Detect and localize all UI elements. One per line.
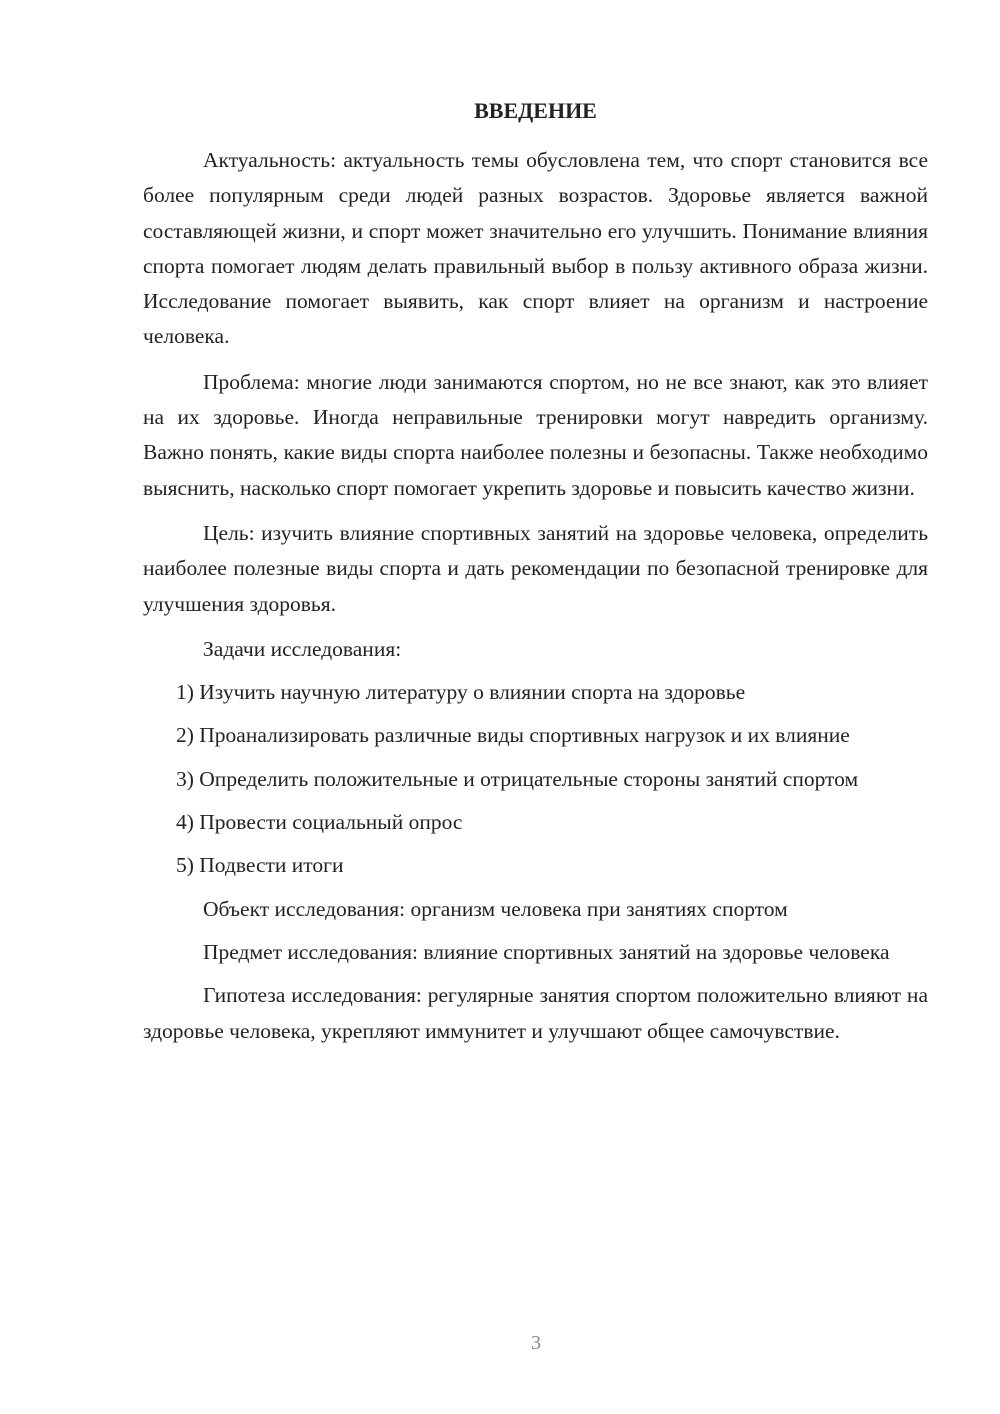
problem-paragraph: Проблема: многие люди занимаются спортом, но не все знают, как это влияет на их здоровье. Иногда неправильные тренировки могут навредить организму. Важно понять, какие виды спорта наиболее полезны и безопасны. Также необходимо выяснить, насколько спорт помогает укрепить здоровье и повысить качество жизни. bbox=[143, 369, 928, 500]
relevance-paragraph: Актуальность: актуальность темы обусловлена тем, что спорт становится все более популярным среди людей разных возрастов. Здоровье является важной составляющей жизни, и спорт может значительно его улучшить. Понимание влияния спорта помогает людям делать правильный выбор в пользу активного образа жизни. Исследование помогает выявить, как спорт влияет на организм и настроение человека. bbox=[143, 148, 928, 349]
task-item: 3) Определить положительные и отрицательные стороны занятий спортом bbox=[176, 766, 859, 791]
task-item: 1) Изучить научную литературу о влиянии спорта на здоровье bbox=[176, 680, 746, 705]
task-item: 4) Провести социальный опрос bbox=[176, 810, 463, 835]
goal-paragraph: Цель: изучить влияние спортивных занятий на здоровье человека, определить наиболее полезные виды спорта и дать рекомендации по безопасной тренировке для улучшения здоровья. bbox=[143, 520, 928, 616]
tasks-heading: Задачи исследования: bbox=[203, 636, 402, 661]
hypothesis-paragraph: Гипотеза исследования: регулярные занятия спортом положительно влияют на здоровье человека, укрепляют иммунитет и улучшают общее самочувствие. bbox=[143, 983, 928, 1043]
object-paragraph: Объект исследования: организм человека при занятиях спортом bbox=[203, 896, 788, 921]
task-item: 2) Проанализировать различные виды спортивных нагрузок и их влияние bbox=[176, 723, 850, 748]
document-body bbox=[143, 143, 928, 1049]
task-item: 5) Подвести итоги bbox=[176, 853, 344, 878]
page-number: 3 bbox=[531, 1332, 541, 1354]
page-title: ВВЕДЕНИЕ bbox=[474, 98, 597, 123]
subject-paragraph: Предмет исследования: влияние спортивных занятий на здоровье человека bbox=[203, 939, 890, 964]
